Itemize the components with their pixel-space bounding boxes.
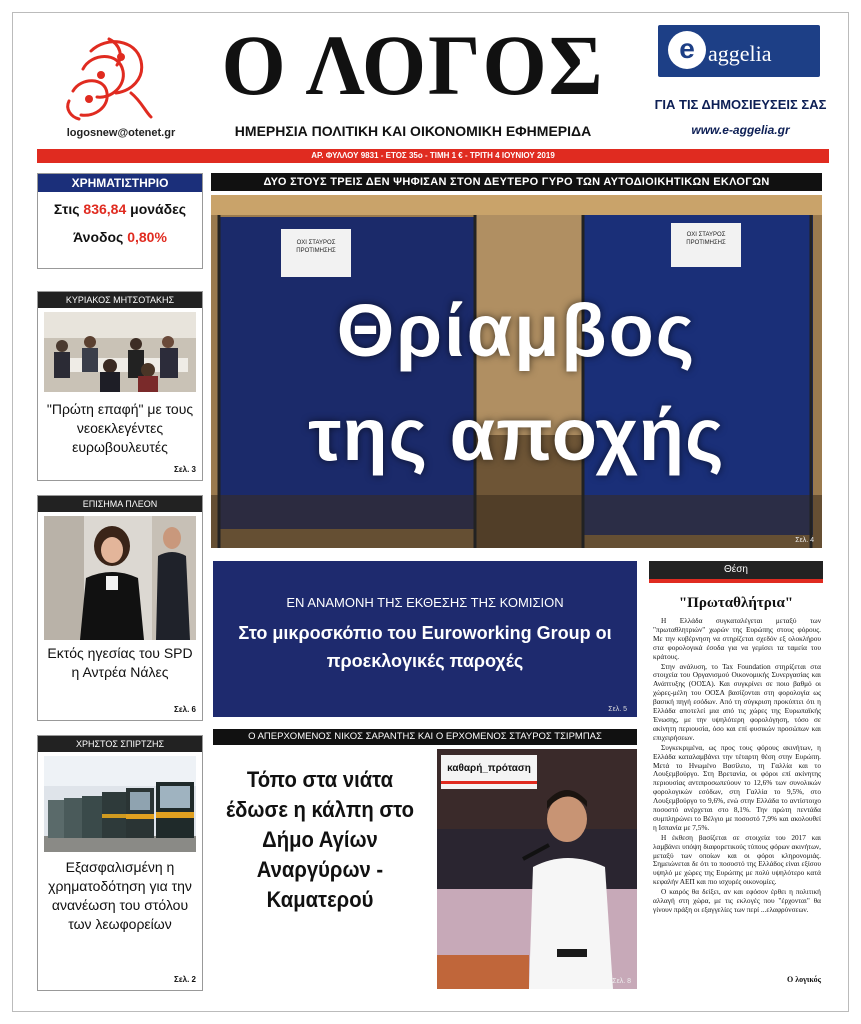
- masthead-logo-icon: [61, 31, 157, 123]
- e-aggelia-word: aggelia: [708, 41, 772, 66]
- opinion-paragraph: Ο καιρός θα δείξει, αν και εφόσον έρθει η πολιτική αλλαγή στη χώρα, με τις εκλογές που "έρχονται" θα γίνουν πράξη οι εξαγγελίες των περί ...ελαφρύνσεων.: [653, 887, 821, 914]
- sidebar-story-heading: ΕΠΙΣΗΜΑ ΠΛΕΟΝ: [38, 496, 202, 512]
- buses-photo: [44, 756, 196, 852]
- sidebar-story-caption: "Πρώτη επαφή" με τους νεοεκλεγέντες ευρωβουλευτές: [46, 401, 194, 455]
- sidebar-story-caption: Εξασφαλισμένη η χρηματοδότηση για την ανανέωση του στόλου των λεωφορείων: [48, 859, 192, 932]
- nahles-photo: [44, 516, 196, 640]
- euroworking-headline: Στο μικροσκόπιο του Euroworking Group οι προεκλογικές παροχές: [238, 623, 612, 671]
- sidebar-story-buses[interactable]: [37, 735, 203, 991]
- e-aggelia-ad: [658, 25, 820, 77]
- opinion-signature: Ο λογικός: [787, 975, 821, 984]
- main-story-photo[interactable]: [211, 195, 822, 548]
- stock-market-heading: ΧΡΗΜΑΤΙΣΤΗΡΙΟ: [38, 174, 202, 192]
- opinion-title: "Πρωταθλήτρια": [678, 595, 794, 611]
- opinion-heading: Θέση: [649, 561, 823, 579]
- opinion-paragraph: Συγκεκριμένα, ως προς τους φόρους ακινήτων, η Ελλάδα καταλαμβάνει την τέταρτη θέση στην Ευρώπη. Μετά το Ηνωμένο Βασίλειο, τη Γαλλία και το Λουξεμβούργο. Στη Βρετανία, οι φόροι επί ακίνητης περιουσίας αντιπροσωπεύουν το 12,6% των συνολικών φορολογικών εσόδων, στη Γαλλία το 9,5%, στο Λουξεμβούργο το 9,6%, ενώ στην Ελλάδα το αντίστοιχο ποσοστό ανέρχεται στο 8,1%. Την πρώτη πεντάδα συμπληρώνει το Βέλγιο με ποσοστό 7,9% και ακολουθεί η Ισπανία με 7,5%.: [653, 742, 821, 832]
- sidebar-story-page: Σελ. 6: [174, 705, 196, 714]
- stock-index-value: 836,84: [83, 201, 127, 217]
- main-headline-line2: της αποχής: [308, 393, 725, 476]
- speaker-banner-text: καθαρή_πρόταση: [447, 763, 531, 774]
- opinion-paragraph: Η έκθεση βασίζεται σε στοιχεία του 2017 και λαμβάνει υπόψη διαφορετικούς τύπους φόρων ακινήτων, μεταξύ των οποίων και οι φόροι κληρονομιάς. Σημειώνεται δε ότι το ποσοστό της Ελλάδος είναι εξίσου υψηλό με χώρες της Ευρώπης με πολύ υψηλότερο κατά κεφαλήν ΑΕΠ και πιο ισχυρές οικονομίες.: [653, 832, 821, 887]
- newspaper-title: Ο ΛΟΓΟΣ: [221, 17, 605, 113]
- booth-sign-left: ΟΧΙ ΣΤΑΥΡΟΣ ΠΡΟΤΙΜΗΣΗΣ: [296, 240, 336, 254]
- sidebar-story-page: Σελ. 2: [174, 975, 196, 984]
- issue-info-bar: [37, 149, 829, 163]
- meeting-photo: [44, 312, 196, 392]
- newspaper-front-page: [12, 12, 849, 1012]
- e-aggelia-logo-icon: e: [668, 31, 706, 69]
- euroworking-kicker: ΕΝ ΑΝΑΜΟΝΗ ΤΗΣ ΕΚΘΕΣΗΣ ΤΗΣ ΚΟΜΙΣΙΟΝ: [286, 595, 564, 610]
- main-story-strapline: ΔΥΟ ΣΤΟΥΣ ΤΡΕΙΣ ΔΕΝ ΨΗΦΙΣΑΝ ΣΤΟΝ ΔΕΥΤΕΡΟ ΓΥΡΟ ΤΩΝ ΑΥΤΟΔΙΟΙΚΗΤΙΚΩΝ ΕΚΛΟΓΩΝ: [211, 173, 822, 191]
- bottom-story-page: Σελ. 8: [612, 978, 631, 985]
- masthead-email: logosnew@otenet.gr: [66, 127, 176, 139]
- sidebar-story-mitsotakis[interactable]: [37, 291, 203, 481]
- e-aggelia-url: www.e-aggelia.gr: [691, 123, 790, 137]
- stock-change-value: 0,80%: [127, 229, 167, 245]
- sidebar-story-heading: ΚΥΡΙΑΚΟΣ ΜΗΤΣΟΤΑΚΗΣ: [38, 292, 202, 308]
- e-aggelia-tagline: ΓΙΑ ΤΙΣ ΔΗΜΟΣΙΕΥΣΕΙΣ ΣΑΣ: [654, 97, 827, 112]
- stock-market-box: [37, 173, 203, 269]
- main-story-page: Σελ. 4: [795, 537, 814, 544]
- stock-index-line: Στις 836,84 μονάδες: [53, 201, 187, 217]
- euroworking-page: Σελ. 5: [608, 706, 627, 713]
- stock-change-line: Άνοδος 0,80%: [73, 229, 167, 245]
- speaker-image: [437, 749, 637, 989]
- main-headline-line1: Θρίαμβος: [336, 289, 697, 372]
- issue-info-text: ΑΡ. ΦΥΛΛΟΥ 9831 - ΕΤΟΣ 35ο - ΤΙΜΗ 1 € - ΤΡΙΤΗ 4 ΙΟΥΝΙΟΥ 2019: [311, 151, 555, 160]
- opinion-paragraph: Στην ανάλυση, το Tax Foundation στηρίζεται στα στοιχεία του Οργανισμού Οικονομικής Συνεργασίας και Ανάπτυξης (ΟΟΣΑ). Και συγκρίνει σε ποιο βαθμό οι χώρες-μέλη του ΟΟΣΑ βασίζονται στη φορολογία ως βασική πηγή εσόδων. Από τη σύγκριση προκύπτει ότι η Ελλάδα αποτελεί μια από τις χώρες της Ευρωπαϊκής Ένωσης, με την υψηλότερη φορολόγηση, τόσο σε ακίνητη περιουσία, όσο και επί φυσικών προσώπων και επιχειρήσεων.: [653, 661, 821, 742]
- euroworking-story[interactable]: [213, 561, 637, 717]
- booth-sign-right: ΟΧΙ ΣΤΑΥΡΟΣ ΠΡΟΤΙΜΗΣΗΣ: [686, 232, 726, 246]
- opinion-body: [653, 617, 821, 985]
- speaker-photo[interactable]: [437, 749, 637, 989]
- opinion-paragraph: Η Ελλάδα συγκαταλέγεται μεταξύ των "πρωταθλητριών" χωρών της Ευρώπης στους φόρους. Με την κυβέρνηση να στηρίζεται σχεδόν εξ ολοκλήρου στα φορολογικά έσοδα για να γεμίσει τα ταμεία του κράτους.: [653, 617, 821, 661]
- sidebar-story-page: Σελ. 3: [174, 465, 196, 474]
- sidebar-story-heading: ΧΡΗΣΤΟΣ ΣΠΙΡΤΖΗΣ: [38, 736, 202, 752]
- opinion-divider: [649, 579, 823, 583]
- sidebar-story-caption: Εκτός ηγεσίας του SPD η Αντρέα Νάλες: [47, 645, 193, 680]
- bottom-story-strapline: Ο ΑΠΕΡΧΟΜΕΝΟΣ ΝΙΚΟΣ ΣΑΡΑΝΤΗΣ ΚΑΙ Ο ΕΡΧΟΜΕΝΟΣ ΣΤΑΥΡΟΣ ΤΣΙΡΜΠΑΣ: [213, 729, 637, 745]
- sidebar-story-spd[interactable]: [37, 495, 203, 721]
- newspaper-subtitle: ΗΜΕΡΗΣΙΑ ΠΟΛΙΤΙΚΗ ΚΑΙ ΟΙΚΟΝΟΜΙΚΗ ΕΦΗΜΕΡΙΔΑ: [234, 123, 592, 139]
- bottom-story-headline[interactable]: Τόπο στα νιάτα έδωσε η κάλπη στο Δήμο Αγίων Αναργύρων - Καματερού: [225, 767, 415, 912]
